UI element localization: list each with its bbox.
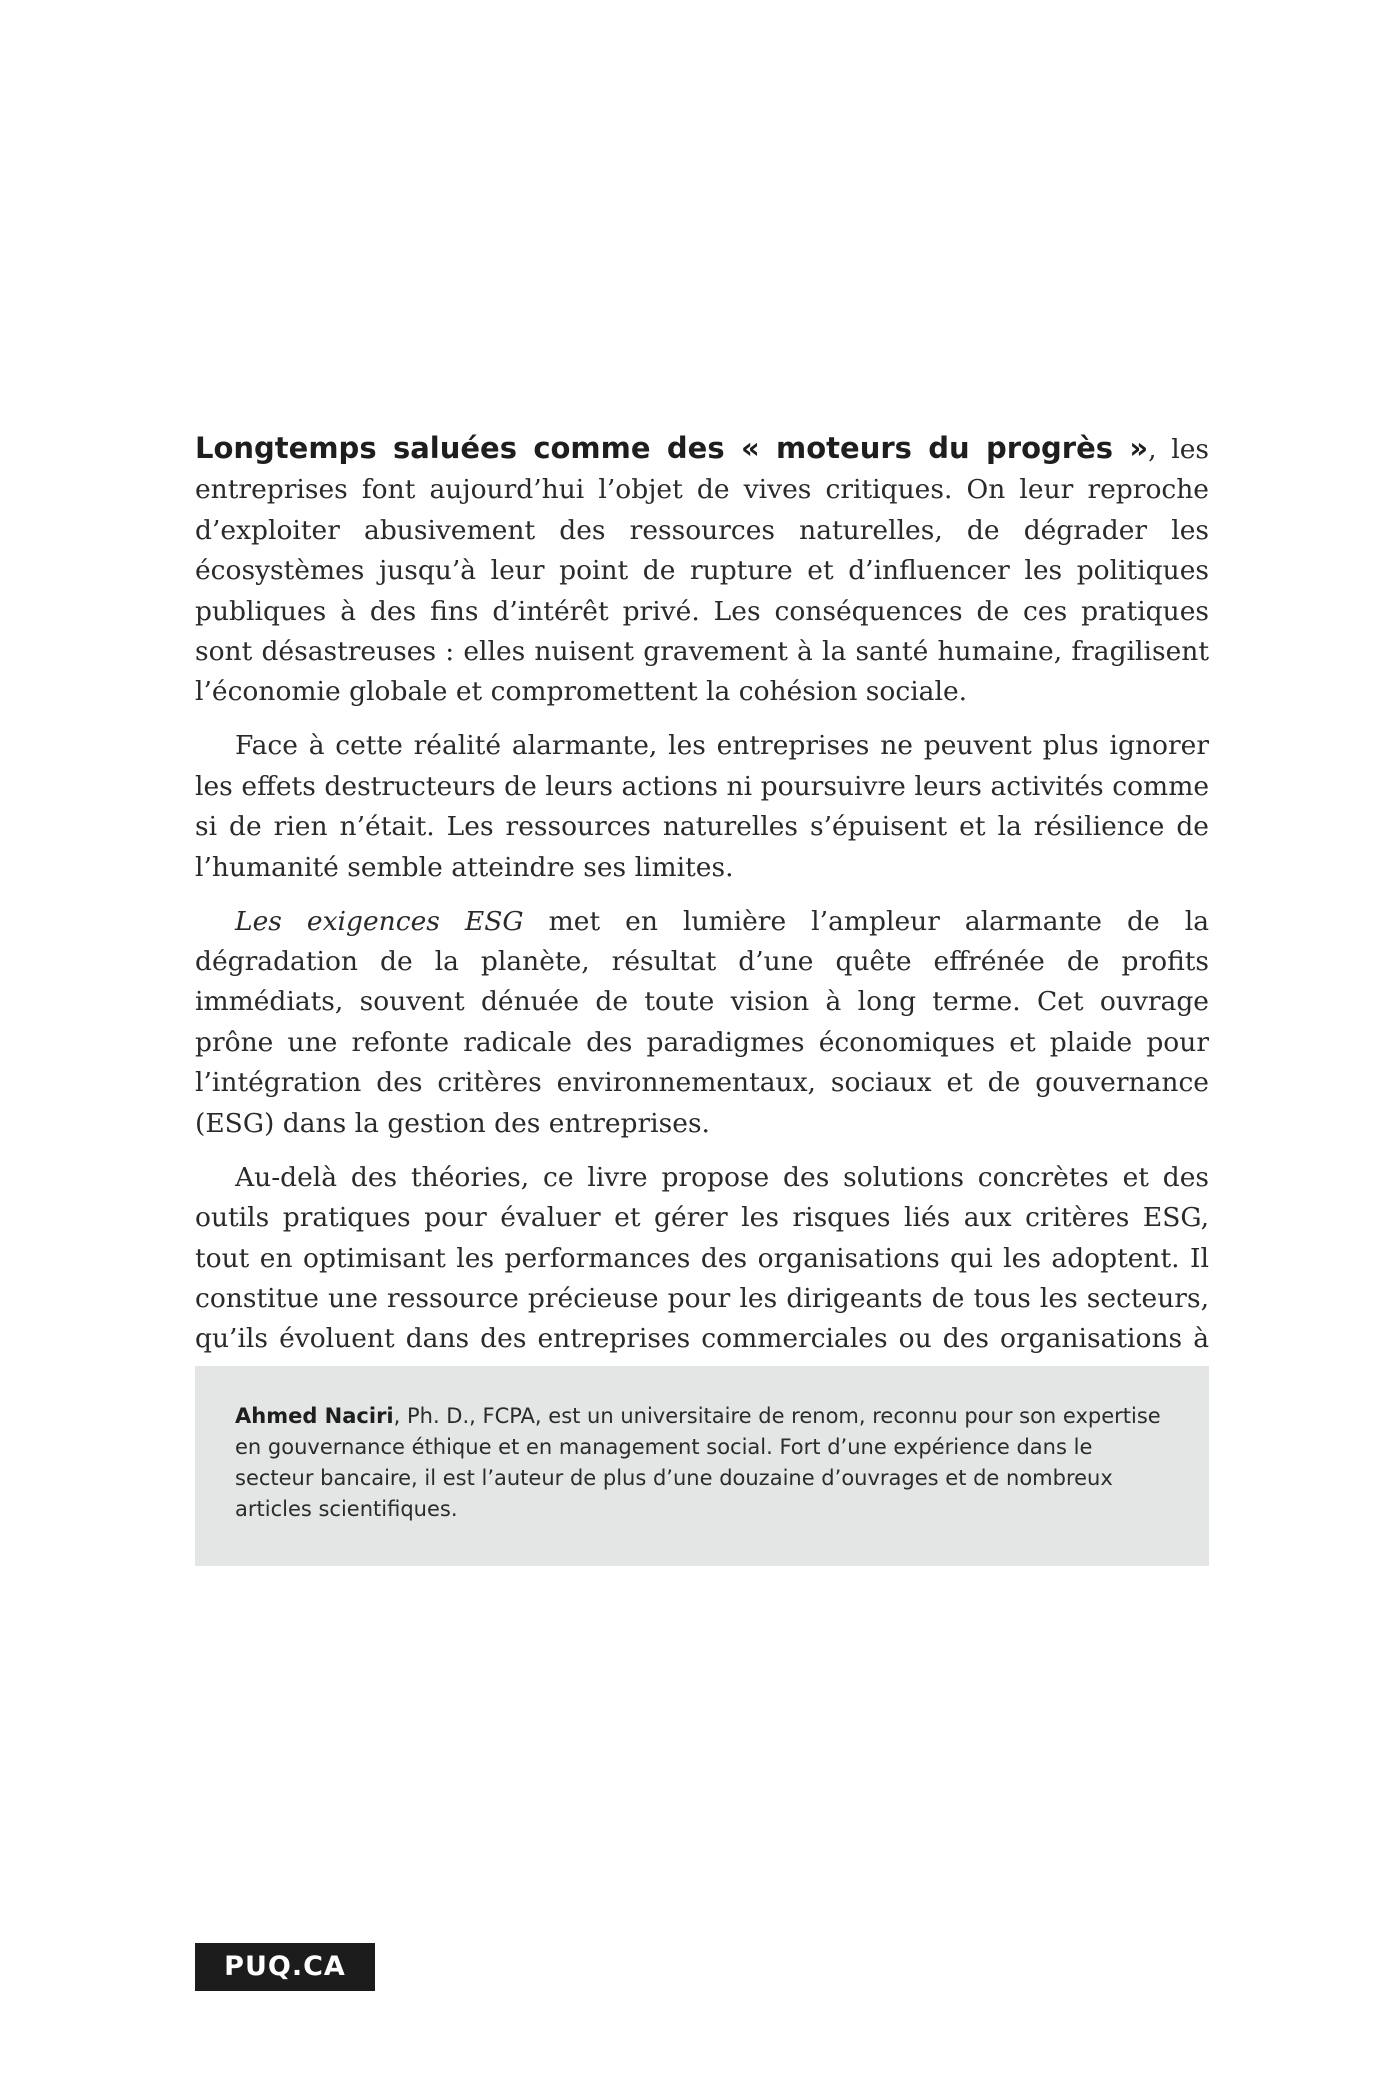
author-bio-text: , Ph. D., FCPA, est un universitaire de renom, reconnu pour son expertise en gouvernance éthique et en management social. Fort d’une expérience dans le secteur bancaire, il est l’auteur de plus d’une douzaine d’ouvrages et de nombreux articles scientifiques. — [235, 1404, 1161, 1521]
book-title: Les exigences ESG — [235, 905, 524, 937]
author-bio — [235, 1401, 1169, 1525]
summary-paragraph-1-rest: , les entreprises font aujourd’hui l’objet de vives critiques. On leur reproche d’exploiter abusivement des ressources naturelles, de dégrader les écosystèmes jusqu’à leur point de rupture et d’influencer les politiques publiques à des fins d’intérêt privé. Les conséquences de ces pratiques sont désastreuses : elles nuisent gravement à la santé humaine, fragilisent l’économie globale et compromettent la cohésion sociale. — [195, 434, 1209, 708]
summary-text — [195, 428, 1209, 1414]
summary-lead-bold: Longtemps saluées comme des « moteurs du progrès » — [195, 431, 1149, 465]
author-bio-box — [195, 1366, 1209, 1566]
summary-paragraph-3-rest: met en lumière l’ampleur alarmante de la dégradation de la planète, résultat d’une quête effrénée de profits immédiats, souvent dénuée de toute vision à long terme. Cet ouvrage prône une refonte radicale des paradigmes économiques et plaide pour l’intégration des critères environnementaux, sociaux et de gouvernance (ESG) dans la gestion des entreprises. — [195, 905, 1209, 1139]
summary-paragraph-4: Au-delà des théories, ce livre propose des solutions concrètes et des outils pratiques pour évaluer et gérer les risques liés aux critères ESG, tout en optimisant les performances des organisations qui les adoptent. Il constitue une ressource précieuse pour les dirigeants de tous les secteurs, qu’ils évoluent dans des entreprises commerciales ou des organisations à — [195, 1161, 1209, 1355]
summary-paragraph-1 — [195, 428, 1209, 713]
summary-paragraph-3 — [195, 902, 1209, 1144]
summary-paragraph-2: Face à cette réalité alarmante, les entreprises ne peuvent plus ignorer les effets destructeurs de leurs actions ni poursuivre leurs activités comme si de rien n’était. Les ressources naturelles s’épuisent et la résilience de l’humanité semble atteindre ses limites. — [195, 730, 1209, 883]
author-name: Ahmed Naciri — [235, 1404, 394, 1428]
publisher-site-badge: PUQ.CA — [195, 1943, 375, 1991]
